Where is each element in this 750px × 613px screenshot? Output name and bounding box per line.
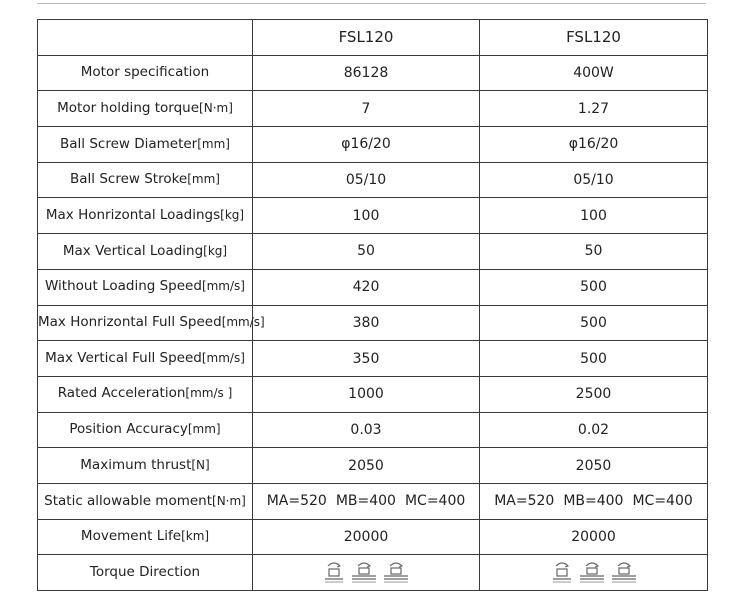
moment-mb-a: MB=400 xyxy=(335,493,396,510)
torque-mb-icon xyxy=(351,560,377,584)
spec-table xyxy=(37,19,708,591)
row-value-b: 1.27 xyxy=(480,91,708,127)
row-label xyxy=(38,341,253,377)
spec-body xyxy=(38,55,708,483)
row-label xyxy=(38,198,253,234)
torque-icons-a xyxy=(253,555,480,591)
table-row xyxy=(38,341,708,377)
row-unit: [mm/s] xyxy=(201,350,245,365)
row-value-b: 500 xyxy=(480,269,708,305)
table-row xyxy=(38,127,708,163)
row-value-a: 0.03 xyxy=(253,412,480,448)
moment-ma-b: MA=520 xyxy=(494,493,555,510)
row-label-text: Max Honrizontal Full Speed xyxy=(38,314,222,331)
moment-mc-b: MC=400 xyxy=(632,493,693,510)
torque-diagram-group xyxy=(551,558,637,584)
row-label-text: Motor specification xyxy=(80,64,210,81)
life-value-b: 20000 xyxy=(480,519,708,555)
row-label xyxy=(38,305,265,341)
row-unit: [N·m] xyxy=(199,100,233,115)
moment-ma-a: MA=520 xyxy=(266,493,327,510)
row-label-text: Static allowable moment xyxy=(44,492,213,509)
table-row xyxy=(38,412,708,448)
header-model-a: FSL120 xyxy=(253,20,480,56)
row-value-b: 100 xyxy=(480,198,708,234)
row-label xyxy=(38,127,253,163)
row-label-text: Rated Acceleration xyxy=(57,385,186,402)
row-value-b: 400W xyxy=(480,55,708,91)
table-row xyxy=(38,376,708,412)
table-row-movement-life xyxy=(38,519,708,555)
row-value-a: φ16/20 xyxy=(253,127,480,163)
torque-icons-b xyxy=(480,555,708,591)
table-row xyxy=(38,305,708,341)
row-label xyxy=(38,448,253,484)
row-label xyxy=(38,234,253,270)
row-unit: [kg] xyxy=(220,208,245,223)
row-unit: [mm] xyxy=(197,136,230,151)
row-label: Torque Direction xyxy=(38,555,253,591)
row-value-a: 350 xyxy=(253,341,480,377)
row-value-a: 2050 xyxy=(253,448,480,484)
row-value-a: 50 xyxy=(253,234,480,270)
row-label-text: Movement Life xyxy=(80,528,182,545)
table-row xyxy=(38,269,708,305)
header-row xyxy=(38,20,708,56)
header-model-b: FSL120 xyxy=(480,20,708,56)
torque-ma-icon xyxy=(323,560,345,584)
row-value-b: φ16/20 xyxy=(480,127,708,163)
row-unit: [kg] xyxy=(203,243,228,258)
row-label-text: Position Accuracy xyxy=(69,421,188,438)
row-value-b: 05/10 xyxy=(480,162,708,198)
torque-diagram-group xyxy=(323,558,409,584)
torque-mc-icon xyxy=(611,560,637,584)
table-row xyxy=(38,234,708,270)
row-value-a: 1000 xyxy=(253,376,480,412)
row-label-text: Motor holding torque xyxy=(57,99,200,116)
row-label-text: Maximum thrust xyxy=(80,456,192,473)
row-unit: [mm] xyxy=(187,422,221,437)
row-value-a: 380 xyxy=(253,305,480,341)
top-rule xyxy=(37,0,706,4)
row-label xyxy=(38,91,253,127)
row-unit: [mm/s] xyxy=(221,315,265,330)
row-value-a: 05/10 xyxy=(253,162,480,198)
row-unit: [mm] xyxy=(187,172,220,187)
moments-a xyxy=(253,483,480,519)
table-row-torque-direction xyxy=(38,555,708,591)
row-value-b: 0.02 xyxy=(480,412,708,448)
torque-mc-icon xyxy=(383,560,409,584)
row-value-a: 100 xyxy=(253,198,480,234)
row-label-text: Ball Screw Stroke xyxy=(70,171,188,188)
table-row xyxy=(38,162,708,198)
table-row-static-moment xyxy=(38,483,708,519)
row-label xyxy=(38,376,253,412)
row-value-a: 7 xyxy=(253,91,480,127)
torque-ma-icon xyxy=(551,560,573,584)
row-label-text: Without Loading Speed xyxy=(45,278,202,295)
table-row xyxy=(38,448,708,484)
header-cell-empty xyxy=(38,20,253,56)
table-row xyxy=(38,198,708,234)
table-row xyxy=(38,91,708,127)
row-value-b: 2050 xyxy=(480,448,708,484)
row-value-a: 86128 xyxy=(253,55,480,91)
row-value-b: 500 xyxy=(480,341,708,377)
row-label xyxy=(38,519,253,555)
row-label xyxy=(38,55,253,91)
torque-mb-icon xyxy=(579,560,605,584)
row-label-text: Max Vertical Loading xyxy=(62,242,204,259)
row-unit: [N·m] xyxy=(212,493,246,508)
moment-mb-b: MB=400 xyxy=(563,493,624,510)
row-value-b: 2500 xyxy=(480,376,708,412)
row-value-a: 420 xyxy=(253,269,480,305)
moments-b xyxy=(480,483,708,519)
row-value-b: 50 xyxy=(480,234,708,270)
row-unit: [mm/s ] xyxy=(185,386,233,401)
row-label xyxy=(38,412,253,448)
row-unit: [N] xyxy=(191,457,210,472)
moment-mc-a: MC=400 xyxy=(404,493,466,510)
row-value-b: 500 xyxy=(480,305,708,341)
row-label xyxy=(38,483,253,519)
row-label xyxy=(38,162,253,198)
row-label-text: Max Vertical Full Speed xyxy=(45,349,202,366)
row-label-text: Max Honrizontal Loadings xyxy=(45,207,221,224)
table-row xyxy=(38,55,708,91)
life-value-a: 20000 xyxy=(253,519,480,555)
row-unit: [mm/s] xyxy=(201,279,245,294)
row-unit: [km] xyxy=(181,529,210,544)
row-label-text: Ball Screw Diameter xyxy=(60,135,198,152)
row-label xyxy=(38,269,253,305)
